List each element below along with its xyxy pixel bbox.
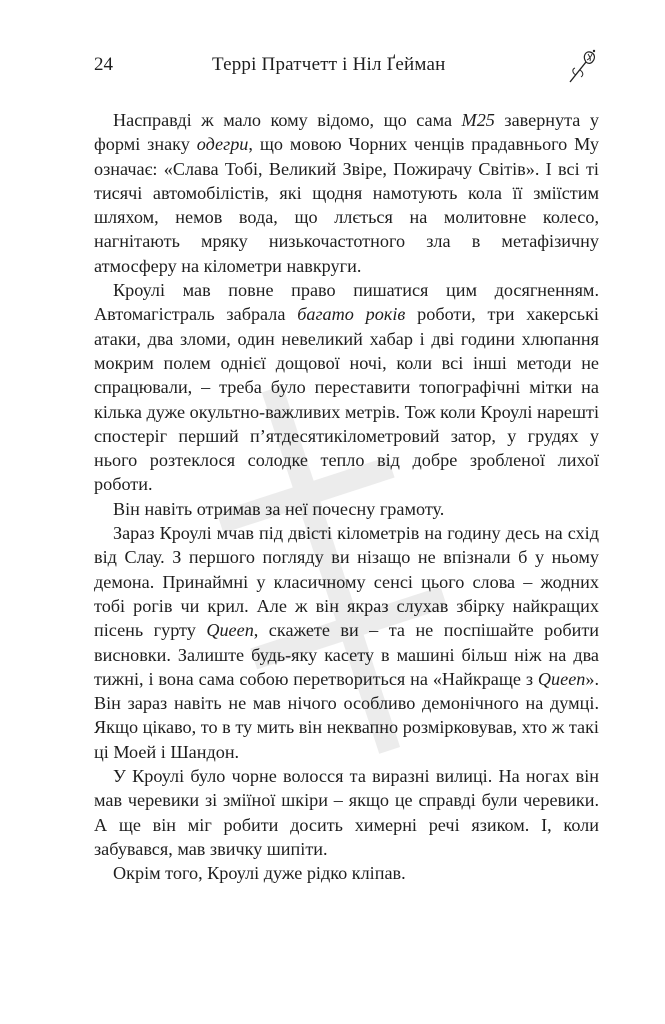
- text-segment: Окрім того, Кроулі дуже рідко кліпав.: [113, 863, 406, 884]
- text-segment: роботи, три хакерські атаки, два зломи, один невеликий хабар і дві години хлюпання мокрим полем однієї дощової ночі, коли всі інші методи не спрацювали, – треба було переставити топографічні мітки на кілька дуже окультно-важливих метрів. Тож коли Кроулі нарешті спостеріг перший п’ятдесятикілометровий затор, у грудях у нього розтеклося солодке тепло від добре зробленої лихої роботи.: [94, 304, 599, 495]
- paragraph: [94, 861, 599, 885]
- italic-text: Queen: [537, 668, 586, 689]
- text-segment: Зараз Кроулі мчав під двісті кілометрів на годину десь на схід від Слау. З першого погляду ви нізащо не впізнали б у ньому демона. Принаймні у класичному сенсі цього слова – жодних тобі рогів чи крил. Але ж він якраз слухав збірку найкращих пісень гурту: [94, 523, 599, 641]
- text-segment: Він навіть отримав за неї почесну грамоту.: [113, 498, 445, 519]
- text-segment: завернута у формі знаку: [94, 110, 599, 155]
- text-segment: ». Він зараз навіть не мав нічого особливо демонічного на думці. Якщо цікаво, то в ту мить він неквапно розмірковував, хто ж такі ці Моей і Шандон.: [94, 668, 599, 762]
- text-segment: Насправді ж мало кому відомо, що сама: [113, 110, 462, 130]
- text-segment: , скажете ви – та не поспішайте робити висновки. Залиште будь-яку касету в машині більш ніж на два тижні, і вона сама собою перетвориться на «Найкраще з: [94, 620, 600, 689]
- running-title: Террі Пратчетт і Ніл Ґейман: [212, 54, 446, 75]
- paragraph: [94, 497, 599, 521]
- page-number: 24: [94, 54, 113, 75]
- text-segment: Кроулі мав повне право пишатися цим досягненням. Автомагістраль забрала: [94, 280, 599, 325]
- italic-text: М25: [461, 110, 495, 130]
- paragraph: [94, 108, 599, 278]
- paragraph: [94, 764, 599, 861]
- flower-quill-icon: [566, 48, 600, 86]
- paragraph: [94, 521, 599, 764]
- body-text: [94, 108, 599, 886]
- italic-text: Queen: [206, 620, 254, 641]
- italic-text: одегри: [196, 134, 249, 155]
- italic-text: багато років: [297, 304, 406, 325]
- text-segment: , що мовою Чорних ченців прадавнього Му означає: «Слава Тобі, Великий Звіре, Пожирачу Світів». І всі ті тисячі автомобілістів, які щодня намотують кола її зміїстим шляхом, немов вода, що ллється на молитовне колесо, нагнітають мряку низькочастотного зла в метафізичну атмосферу на кілометри навкруги.: [94, 134, 599, 276]
- text-segment: У Кроулі було чорне волосся та виразні вилиці. На ногах він мав черевики зі зміїної шкіри – якщо це справді були черевики. А ще він міг робити досить химерні речі язиком. І, коли забувався, мав звичку шипіти.: [94, 766, 599, 859]
- paragraph: [94, 278, 599, 497]
- page-header: [94, 54, 600, 88]
